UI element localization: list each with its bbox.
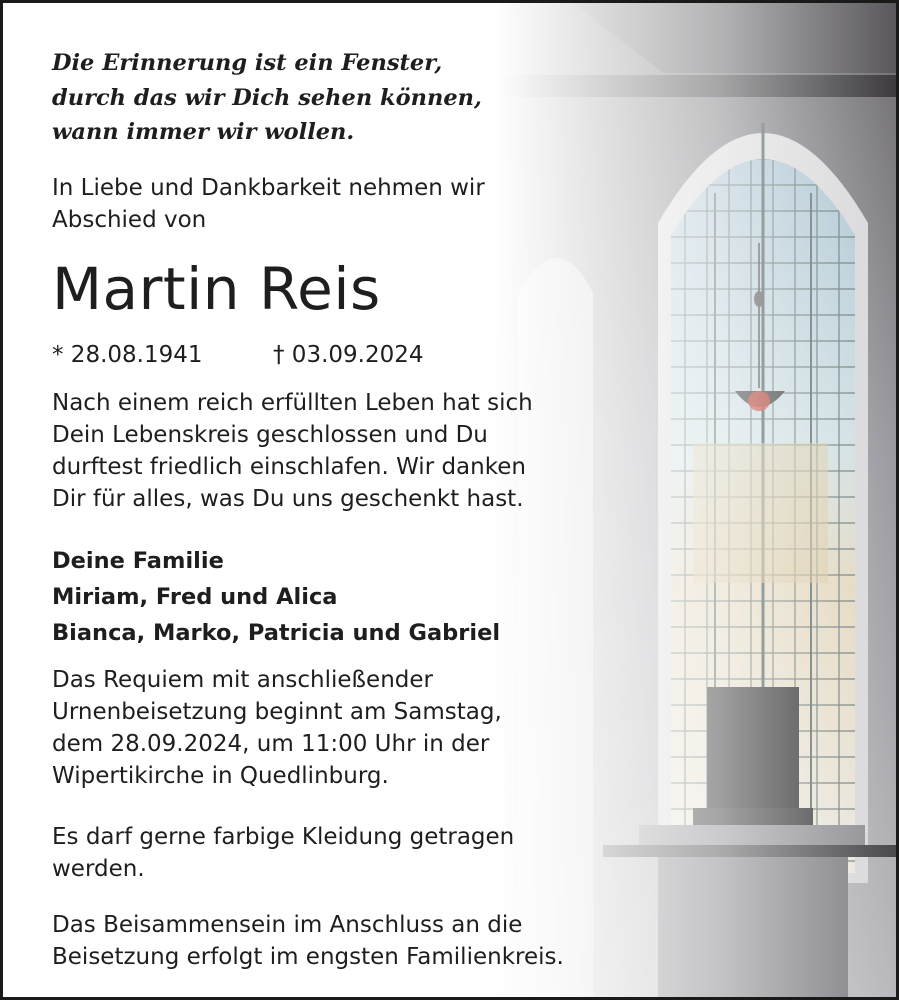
gathering-line: Das Beisammensein im Anschluss an die	[52, 912, 523, 938]
tribute-line: Nach einem reich erfüllten Leben hat sich	[52, 390, 533, 416]
intro-line: Abschied von	[52, 207, 207, 233]
tribute-line: durftest friedlich einschlafen. Wir danken	[52, 454, 526, 480]
requiem-info	[52, 664, 502, 792]
quote-line: durch das wir Dich sehen können,	[52, 84, 482, 111]
dress-note	[52, 821, 514, 885]
quote-line: wann immer wir wollen.	[52, 119, 355, 145]
family-heading: Deine Familie	[52, 548, 224, 574]
farewell-intro	[52, 172, 485, 236]
gathering-line: Beisetzung erfolgt im engsten Familienkreis.	[52, 944, 564, 970]
quote-line: Die Erinnerung ist ein Fenster,	[52, 50, 443, 76]
family-line: Bianca, Marko, Patricia und Gabriel	[52, 620, 501, 646]
life-dates	[52, 339, 424, 371]
tribute-line: Dein Lebenskreis geschlossen und Du	[52, 422, 488, 448]
mourners-list	[52, 543, 500, 651]
death-date: † 03.09.2024	[273, 342, 424, 368]
life-tribute	[52, 387, 533, 515]
memorial-quote	[52, 46, 482, 150]
requiem-line: Wipertikirche in Quedlinburg.	[52, 763, 389, 789]
family-line: Miriam, Fred und Alica	[52, 584, 338, 610]
gathering-note	[52, 909, 564, 973]
tribute-line: Dir für alles, was Du uns geschenkt hast.	[52, 486, 524, 512]
dress-line: Es darf gerne farbige Kleidung getragen	[52, 824, 515, 850]
requiem-line: Das Requiem mit anschließender	[52, 667, 433, 693]
intro-line: In Liebe und Dankbarkeit nehmen wir	[52, 175, 485, 201]
requiem-line: Urnenbeisetzung beginnt am Samstag,	[52, 699, 502, 725]
birth-date: * 28.08.1941	[52, 342, 203, 368]
dress-line: werden.	[52, 856, 145, 882]
deceased-name: Martin Reis	[52, 255, 381, 323]
requiem-line: dem 28.09.2024, um 11:00 Uhr in der	[52, 731, 490, 757]
